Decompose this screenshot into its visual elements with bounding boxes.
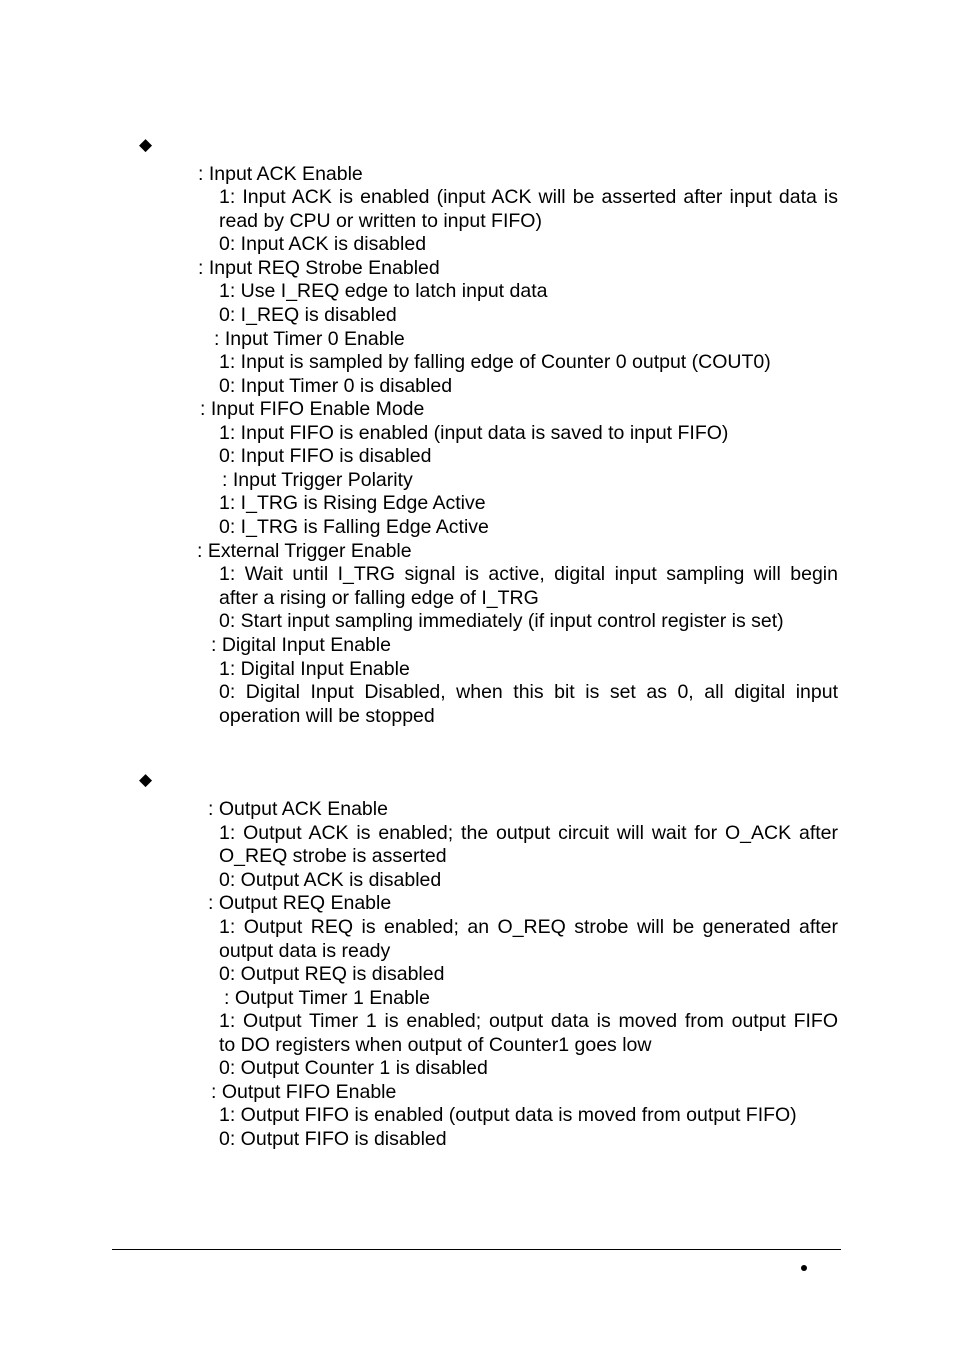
field-description: to DO registers when output of Counter1 goes low xyxy=(219,1034,652,1056)
field-description: 1: Input FIFO is enabled (input data is saved to input FIFO) xyxy=(219,422,729,444)
field-description: after a rising or falling edge of I_TRG xyxy=(219,587,539,609)
footer-divider xyxy=(112,1249,841,1250)
field-heading: : Output FIFO Enable xyxy=(211,1081,397,1103)
field-description: operation will be stopped xyxy=(219,705,435,727)
field-heading: : External Trigger Enable xyxy=(197,540,412,562)
field-description: 1: Wait until I_TRG signal is active, digital input sampling will begin xyxy=(219,563,838,585)
field-description: 0: Input FIFO is disabled xyxy=(219,445,432,467)
field-description: 1: Use I_REQ edge to latch input data xyxy=(219,280,548,302)
field-heading: : Input Trigger Polarity xyxy=(222,469,413,491)
field-description: 0: Output REQ is disabled xyxy=(219,963,445,985)
field-description: 0: I_REQ is disabled xyxy=(219,304,397,326)
field-heading: : Output ACK Enable xyxy=(208,798,388,820)
diamond-bullet-icon: ◆ xyxy=(139,770,153,789)
field-heading: : Output Timer 1 Enable xyxy=(224,987,430,1009)
field-description: output data is ready xyxy=(219,940,391,962)
diamond-bullet-icon: ◆ xyxy=(139,135,153,154)
field-heading: : Input ACK Enable xyxy=(198,163,363,185)
field-description: 0: Digital Input Disabled, when this bit is set as 0, all digital input xyxy=(219,681,838,703)
field-heading: : Input FIFO Enable Mode xyxy=(200,398,425,420)
field-description: 0: Output FIFO is disabled xyxy=(219,1128,447,1150)
field-heading: : Digital Input Enable xyxy=(211,634,391,656)
field-description: 1: Output REQ is enabled; an O_REQ strobe will be generated after xyxy=(219,916,838,938)
field-description: 1: Digital Input Enable xyxy=(219,658,410,680)
field-description: 0: Output Counter 1 is disabled xyxy=(219,1057,488,1079)
field-description: 0: Output ACK is disabled xyxy=(219,869,442,891)
field-description: 0: Input ACK is disabled xyxy=(219,233,427,255)
field-description: 0: I_TRG is Falling Edge Active xyxy=(219,516,489,538)
field-description: 1: Output Timer 1 is enabled; output data is moved from output FIFO xyxy=(219,1010,838,1032)
field-heading: : Input REQ Strobe Enabled xyxy=(198,257,440,279)
field-heading: : Output REQ Enable xyxy=(208,892,392,914)
field-description: 1: I_TRG is Rising Edge Active xyxy=(219,492,486,514)
field-description: 0: Start input sampling immediately (if input control register is set) xyxy=(219,610,784,632)
field-description: 1: Input ACK is enabled (input ACK will be asserted after input data is xyxy=(219,186,838,208)
field-description: 1: Output ACK is enabled; the output circuit will wait for O_ACK after xyxy=(219,822,838,844)
footer-dot-icon xyxy=(801,1265,807,1271)
field-description: 0: Input Timer 0 is disabled xyxy=(219,375,453,397)
field-description: read by CPU or written to input FIFO) xyxy=(219,210,542,232)
field-heading: : Input Timer 0 Enable xyxy=(214,328,405,350)
field-description: O_REQ strobe is asserted xyxy=(219,845,447,867)
field-description: 1: Output FIFO is enabled (output data is moved from output FIFO) xyxy=(219,1104,797,1126)
field-description: 1: Input is sampled by falling edge of Counter 0 output (COUT0) xyxy=(219,351,771,373)
